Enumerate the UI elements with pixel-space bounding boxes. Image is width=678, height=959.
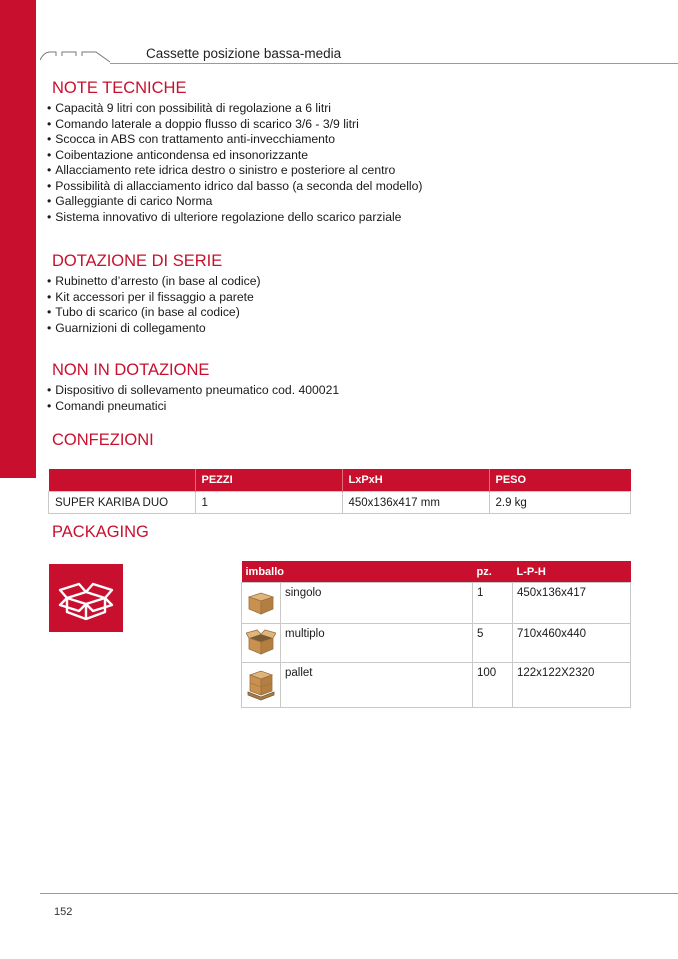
confezioni-table — [48, 469, 631, 514]
list-item: • Possibilità di allacciamento idrico dal basso (a seconda del modello) — [47, 179, 422, 195]
table-header-cell — [49, 469, 196, 492]
list-item: • Scocca in ABS con trattamento anti-invecchiamento — [47, 132, 422, 148]
table-cell: 1 — [195, 492, 342, 514]
table-header-cell: PEZZI — [195, 469, 342, 492]
list-item: • Dispositivo di sollevamento pneumatico cod. 400021 — [47, 383, 339, 399]
table-cell — [242, 583, 281, 624]
section-title-dotazione: DOTAZIONE DI SERIE — [52, 252, 223, 270]
section-title-packaging: PACKAGING — [52, 523, 149, 541]
table-header-cell: L-P-H — [513, 561, 631, 583]
non-dotazione-list — [47, 383, 339, 414]
table-cell — [242, 663, 281, 708]
table-cell: SUPER KARIBA DUO — [49, 492, 196, 514]
section-title-non-dotazione: NON IN DOTAZIONE — [52, 361, 210, 379]
list-item: • Capacità 9 litri con possibilità di regolazione a 6 litri — [47, 101, 422, 117]
table-cell: 710x460x440 — [513, 624, 631, 663]
list-item: • Comando laterale a doppio flusso di scarico 3/6 - 3/9 litri — [47, 117, 422, 133]
table-header-row — [242, 561, 631, 583]
section-title-note-tecniche: NOTE TECNICHE — [52, 79, 187, 97]
open-box-icon — [246, 627, 276, 657]
list-item: • Comandi pneumatici — [47, 399, 339, 415]
table-cell: pallet — [281, 663, 473, 708]
footer-rule — [40, 893, 678, 894]
table-cell: singolo — [281, 583, 473, 624]
table-header-cell: PESO — [489, 469, 631, 492]
note-tecniche-list — [47, 101, 422, 225]
table-header-cell: LxPxH — [342, 469, 489, 492]
list-item: • Coibentazione anticondensa ed insonorizzante — [47, 148, 422, 164]
table-header-row — [49, 469, 631, 492]
header-rule — [110, 63, 678, 64]
list-item: • Kit accessori per il fissaggio a parete — [47, 290, 261, 306]
header-title: Cassette posizione bassa-media — [146, 46, 342, 61]
section-title-confezioni: CONFEZIONI — [52, 431, 154, 449]
list-item: • Galleggiante di carico Norma — [47, 194, 422, 210]
table-cell: 100 — [473, 663, 513, 708]
table-header-cell: imballo — [242, 561, 473, 583]
list-item: • Rubinetto d’arresto (in base al codice) — [47, 274, 261, 290]
packaging-table — [241, 561, 631, 708]
table-row — [242, 663, 631, 708]
dotazione-list — [47, 274, 261, 336]
list-item: • Allacciamento rete idrica destro o sinistro e posteriore al centro — [47, 163, 422, 179]
page-number: 152 — [54, 906, 73, 918]
table-cell: multiplo — [281, 624, 473, 663]
page-header — [40, 42, 678, 66]
table-cell: 450x136x417 — [513, 583, 631, 624]
list-item: • Sistema innovativo di ulteriore regolazione dello scarico parziale — [47, 210, 422, 226]
table-row — [242, 624, 631, 663]
table-cell: 450x136x417 mm — [342, 492, 489, 514]
side-accent-bar — [0, 0, 36, 478]
table-header-cell: pz. — [473, 561, 513, 583]
packaging-box-icon — [49, 564, 123, 632]
list-item: • Guarnizioni di collegamento — [47, 321, 261, 337]
pallet-icon — [246, 667, 276, 701]
table-cell: 5 — [473, 624, 513, 663]
list-item: • Tubo di scarico (in base al codice) — [47, 305, 261, 321]
cardboard-box-icon — [246, 587, 276, 617]
table-cell: 1 — [473, 583, 513, 624]
table-row — [242, 583, 631, 624]
header-ornament-icon — [40, 46, 112, 66]
table-row — [49, 492, 631, 514]
table-cell — [242, 624, 281, 663]
table-cell: 122x122X2320 — [513, 663, 631, 708]
table-cell: 2.9 kg — [489, 492, 631, 514]
